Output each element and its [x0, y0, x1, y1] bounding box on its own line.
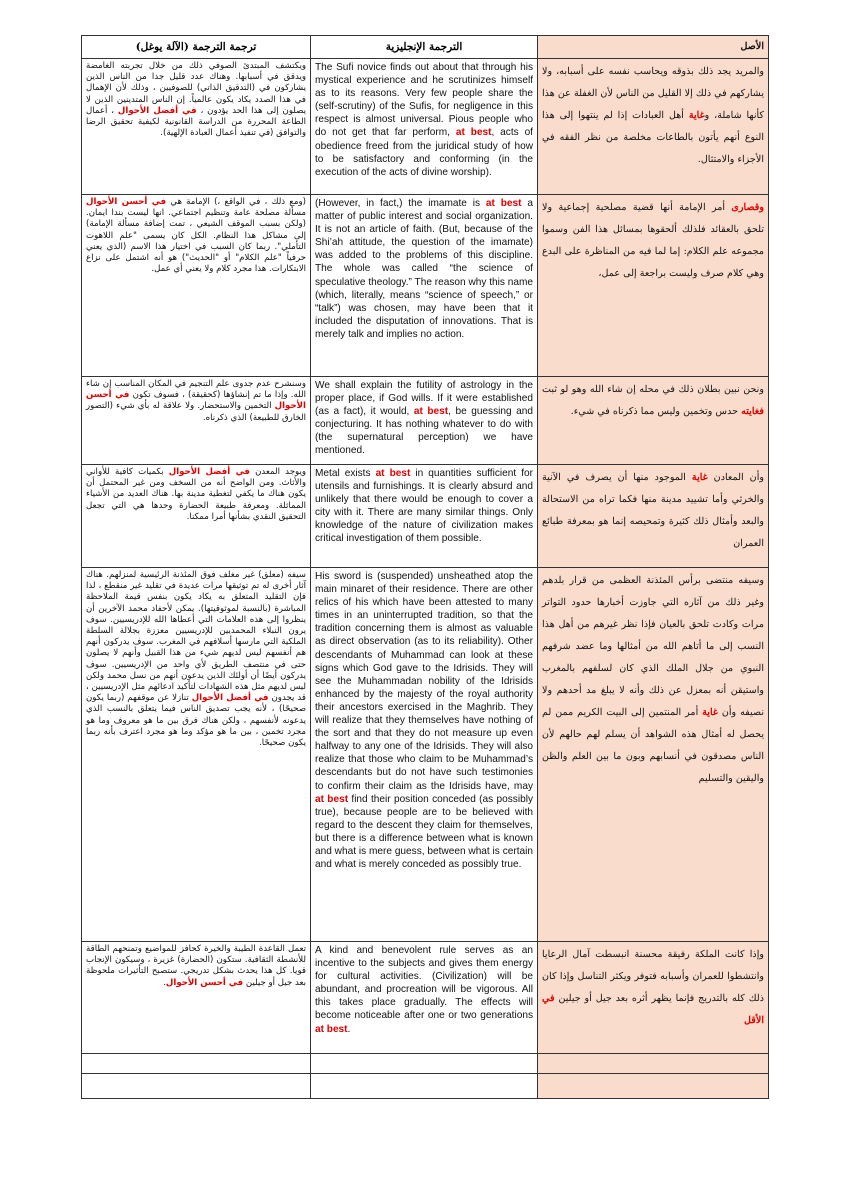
highlight: في أفضل الأحوال — [168, 467, 250, 477]
translation-comparison-table — [81, 35, 768, 1097]
empty-cell — [311, 1074, 538, 1099]
highlight: at best — [375, 468, 411, 479]
highlight: في أحسن الأحوال — [86, 390, 306, 412]
original-cell: وقصارى أمر الإمامة أنها قضية مصلحية إجماعية ولا تلحق بالعقائد فلذلك ألحقوها بمسائل هذا الفن وسموا مجموعه علم الكلام: إما لما فيه من المناظرة على البدع وهي كلام صرف وليست براجعة إلى عمل، — [538, 195, 769, 377]
highlight: غاية — [691, 472, 708, 483]
english-translation-cell: His sword is (suspended) unsheathed atop the main minaret of their residence. There are other relics of his which have been attested to many times in an uninterrupted tradition, so that the tradition concerning them is almost as valuable as direct observation (as to its reliability). Other descendants of Muhammad can look at these signs which God gave to the Idrisids. They will see the Muhammadan nobility of the Idrisids enhanced by the majesty of the royal authority their ancestors exercised in the Maghrib. They will realize that they themselves have nothing of the sort and that they do not measure up even halfway to any one of the Idrisids. They will also realize that those who claim to be Muhammad’s descendants but do not have such testimonies to confirm their claim as the Idrisids have, may at best find their position conceded (as possibly true), because people are to be believed with regard to the descent they claim for themselves, but there is a difference between what is known and what is mere guess, between what is certain and what is merely conceded as possibly true. — [311, 568, 538, 942]
highlight: في أفضل الأحوال — [191, 693, 269, 704]
table-row — [82, 465, 769, 568]
english-translation-cell: We shall explain the futility of astrology in the proper place, if God wills. If it were established (as a fact), it would, at best, be guessing and conjecturing. It has nothing whatever to do with (the supernatural perception) we have mentioned. — [311, 377, 538, 465]
english-translation-cell: The Sufi novice finds out about that through his mystical experience and he scrutinizes himself as to its reasons. Very few people share the (self-scrutiny) of the Sufis, for negligence in this respect is almost universal. Pious people who do not get that far perform, at best, acts of obedience freed from the juridical study of how to be satisfactory and conforming (in the execution of the acts of divine worship). — [311, 59, 538, 195]
header-original: الأصل — [538, 36, 769, 59]
original-cell: وسيفه منتضى برأس المئذنة العظمى من قرار بلدهم وغير ذلك من آثاره التي جاوزت أخبارها حدود التواتر مرات وكادت تلحق بالعيان فإذا نظر غيرهم من أهل هذا النسب إلى ما أتاهم الله من أمثالها وما عضد شرفهم النبوي من جلال الملك الذي كان لسلفهم بالمغرب واستيقن أنه بمعزل عن ذلك وأنه لا يبلغ مد أحدهم ولا نصيفه وأن غاية أمر المنتمين إلى البيت الكريم ممن لم يحصل له أمثال هذه الشواهد أن يسلم لهم حالهم لأن الناس مصدقون في أنسابهم وبون ما بين العلم والظن واليقين والتسليم — [538, 568, 769, 942]
table-row — [82, 377, 769, 465]
empty-cell — [538, 1074, 769, 1099]
original-cell: وأن المعادن غاية الموجود منها أن يصرف في الآنية والخرثي وأما تشييد مدينة منها فكما تراه من الاستحالة والبعد وأمثال ذلك كثيرة وتمحيصه إنما هو بمعرفة طبائع العمران — [538, 465, 769, 568]
header-english-translation: الترجمة الإنجليزية — [311, 36, 538, 59]
header-machine-translation: ترجمة الترجمة (الآلة يوغل) — [82, 36, 311, 59]
highlight: في أحسن الأحوال — [86, 197, 167, 207]
original-cell: ونحن نبين بطلان ذلك في محله إن شاء الله وهو لو ثبت فغايته حدس وتخمين وليس مما ذكرناه في شيء. — [538, 377, 769, 465]
empty-row — [82, 1074, 769, 1099]
machine-translation-cell: سيفه (معلق) غير مغلف فوق المئذنة الرئيسية لمنزلهم. هناك آثار أخرى له تم توثيقها مرات عديدة في تقليد غير منقطع ، لذا فإن التقليد المتعلق به يكاد يكون بنفس قيمة الملاحظة المباشرة (بالنسبة لموثوقيتها). يمكن لأحفاد محمد الآخرين أن ينظروا إلى هذه العلامات التي أعطاها الله للإدريسيين. سوف يرون النبلاء المحمديين للإدريسيين معززة بجلالة السلطة الملكية التي مارسها أسلافهم في المغرب. سوف يدركون أنهم هم أنفسهم ليس لديهم شيء من هذا القبيل وأنهم لا يصلون حتى في منتصف الطريق لأي واحد من الإدريسيين. سوف يدركون أيضًا أن أولئك الذين يدعون أنهم من نسل محمد ولكن ليس لديهم مثل هذه الشهادات لتأكيد ادعائهم مثل الإدريسيين ، قد يجدون في أفضل الأحوال تنازلا عن موقفهم (ربما يكون صحيحًا) ، لأنه يجب تصديق الناس فيما يتعلق بالنسب الذي يدعونه لأنفسهم ، ولكن هناك فرق بين ما هو معروف وما هو مجرد تخمين ، بين ما هو مؤكد وما هو مجرد اعترف بأنه ربما يكون صحيحًا. — [82, 568, 311, 942]
table-row — [82, 59, 769, 195]
highlight: at best — [485, 198, 522, 209]
highlight: at best — [315, 793, 349, 805]
highlight: فغايته — [741, 406, 764, 417]
highlight: غاية — [702, 707, 718, 718]
machine-translation-cell: ويوجد المعدن في أفضل الأحوال بكميات كافية للأواني والأثاث. ومن الواضح أنه من السخف ومن غير المحتمل أن يكون هناك ما يكفي لتغطية مدينة بها. هناك العديد من الأشياء المماثلة. ومعرفة طبيعة الحضارة وحدها هي التي تجعل التحقيق النقدي بشأنها أمرا ممكنا. — [82, 465, 311, 568]
highlight: at best — [315, 1023, 348, 1035]
empty-cell — [82, 1054, 311, 1074]
machine-translation-cell: وسنشرح عدم جدوى علم التنجيم في المكان المناسب إن شاء الله. وإذا ما تم إنشاؤها (كحقيقة) ، فسوف تكون في أحسن الأحوال التخمين والاستحضار. ولا علاقة له بأي شيء (التصور الخارق للطبيعة) الذي ذكرناه. — [82, 377, 311, 465]
table-row — [82, 568, 769, 942]
english-translation-cell: (However, in fact,) the imamate is at best a matter of public interest and social organization. It is not an article of faith. (But, because of the Shi’ah attitude, the question of the imamate) was added to the problems of this discipline. The whole was called “the science of speculative theology.” The reason why this name (which, literally, means “science of speech,” or “talk”) was chosen, may have been that it included the disputation of innovations. That is merely talk and implies no action. — [311, 195, 538, 377]
original-cell: وإذا كانت الملكة رفيقة محسنة انبسطت آمال الرعايا وانتشطوا للعمران وأسبابه فتوفر ويكثر التناسل وإذا كان ذلك كله بالتدريج فإنما يظهر أثره بعد جيل أو جيلين في الأقل — [538, 942, 769, 1054]
highlight: at best — [455, 127, 492, 139]
header-row — [82, 36, 769, 59]
machine-translation-cell: تعمل القاعدة الطيبة والخيرة كحافز للمواضيع وتمنحهم الطاقة للأنشطة الثقافية. ستكون (الحضارة) غزيرة ، وسيكون الإنجاب قويا. كل هذا يحدث بشكل تدريجي. ستصبح التأثيرات ملحوظة بعد جيل أو جيلين في أحسن الأحوال. — [82, 942, 311, 1054]
original-cell: والمريد يجد ذلك بذوقه ويحاسب نفسه على أسبابه، ولا يشاركهم في ذلك إلا القليل من الناس لأن الغفلة عن هذا كأنها شاملة، وغاية أهل العبادات إذا لم ينتهوا إلى هذا النوع أنهم يأتون بالطاعات مخلصة من نظر الفقه في الأجزاء والامتثال. — [538, 59, 769, 195]
english-translation-cell: A kind and benevolent rule serves as an incentive to the subjects and gives them energy for cultural activities. (Civilization) will be abundant, and procreation will be vigorous. All this takes place gradually. The effects will become noticeable after one or two generations at best. — [311, 942, 538, 1054]
empty-row — [82, 1054, 769, 1074]
machine-translation-cell: ويكتشف المبتدئ الصوفي ذلك من خلال تجربته الغامضة ويدقق في أسبابها. وهناك عدد قليل جدا من الناس الذين يشاركون في (التدقيق الذاتي) للصوفيين ، وذلك لأن الإهمال في هذا الصدد يكاد يكون عالمياً. إن الناس المتدينين الذين لا يصلون إلى هذا الحد يؤدون ، في أفضل الأحوال ، أعمال الطاعة المحررة من الدراسة القانونية لكيفية تحقيق الرضا والتوافق (في تنفيذ أعمال العبادة الإلهية). — [82, 59, 311, 195]
highlight: وقصارى — [731, 202, 764, 213]
empty-cell — [82, 1074, 311, 1099]
table-row — [82, 195, 769, 377]
empty-cell — [311, 1054, 538, 1074]
highlight: في أحسن الأحوال — [165, 977, 244, 988]
highlight: غاية — [688, 110, 705, 121]
highlight: في أفضل الأحوال — [117, 105, 197, 116]
empty-cell — [538, 1054, 769, 1074]
machine-translation-cell: (ومع ذلك ، في الواقع ،) الإمامة هي في أحسن الأحوال مسألة مصلحة عامة وتنظيم اجتماعي. انها ليست بندا ايمان. (ولكن بسبب الموقف الشيعي ، تمت إضافة مسألة الإمامة) إلى مشاكل هذا النظام. الكل كان يسمى "علم اللاهوت التأملي". ربما كان السبب في اختيار هذا الاسم (الذي يعني حرفياً "علم الكلام" أو "الحديث") هو أنه اشتمل على نزاع الابتكارات. هذا مجرد كلام ولا يعني أي عمل. — [82, 195, 311, 377]
english-translation-cell: Metal exists at best in quantities sufficient for utensils and furnishings. It is clearly absurd and unlikely that there would be enough to cover a city with it. There are many similar things. Only knowledge of the nature of civilization makes critical investigation of them possible. — [311, 465, 538, 568]
highlight: في الأقل — [542, 993, 764, 1026]
highlight: at best — [413, 406, 449, 418]
table-row — [82, 942, 769, 1054]
